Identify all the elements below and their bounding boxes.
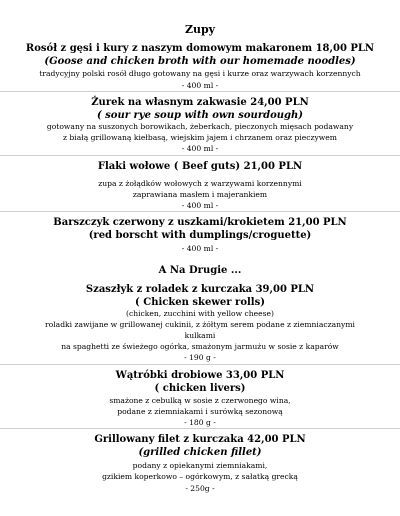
dish-portion: - 400 ml -	[181, 144, 219, 153]
dish-description: na spaghetti ze świeżego ogórka, smażonym jarmużu w sosie z kaparów	[61, 342, 339, 351]
dish-description: gotowany na suszonych borowikach, żeberkach, pieczonych mięsach podawany	[46, 122, 354, 131]
dish-description: podany z opiekanymi ziemniakami,	[132, 461, 268, 470]
dish-portion: - 400 ml -	[181, 201, 219, 210]
dish-description: gzikiem koperkowo – ogórkowym, z sałatką grecką	[102, 472, 298, 481]
dish-description: (chicken, zucchini with yellow cheese)	[126, 309, 274, 318]
dish-portion: - 190 g -	[184, 353, 216, 362]
dish-name: Wątróbki drobiowe 33,00 PLN	[115, 370, 285, 381]
dish-description: kulkami	[184, 331, 216, 340]
dish-description: z białą grillowaną kiełbasą, wiejskim jajem i chrzanem oraz pieczywem	[63, 133, 337, 142]
dish-description: roladki zawijane w grillowanej cukinii, z żółtym serem podane z ziemniaczanymi	[45, 320, 355, 329]
dish-portion: - 400 ml -	[181, 81, 219, 90]
dish-portion: - 250g -	[185, 484, 215, 493]
dish-description: tradycyjny polski rosół długo gotowany na gęsi i kurze oraz warzywach korzennych	[39, 69, 361, 78]
dish-name: Żurek na własnym zakwasie 24,00 PLN	[91, 97, 309, 108]
dish-name: Grillowany filet z kurczaka 42,00 PLN	[94, 434, 306, 445]
divider	[0, 91, 400, 92]
dish-translation: (Goose and chicken broth with our homemade noodles)	[44, 56, 356, 67]
dish-portion: - 180 g -	[184, 418, 216, 427]
section-title-soups: Zupy	[184, 23, 216, 36]
dish-translation: (grilled chicken fillet)	[138, 447, 262, 458]
dish-translation: (red borscht with dumplings/croguette)	[88, 230, 312, 241]
dish-translation: ( Chicken skewer rolls)	[135, 297, 265, 308]
dish-name: Rosół z gęsi i kury z naszym domowym makaronem 18,00 PLN	[25, 43, 375, 54]
section-title-mains: A Na Drugie ...	[158, 265, 242, 276]
dish-description: podane z ziemniakami i surówką sezonową	[117, 407, 283, 416]
dish-translation: ( sour rye soup with own sourdough)	[96, 110, 304, 121]
dish-name: Barszczyk czerwony z uszkami/krokietem 21,00 PLN	[53, 217, 347, 228]
divider	[0, 211, 400, 212]
dish-name: Flaki wołowe ( Beef guts) 21,00 PLN	[97, 161, 303, 172]
divider	[0, 155, 400, 156]
dish-description: smażone z cebulką w sosie z czerwonego wina,	[109, 396, 291, 405]
dish-portion: - 400 ml -	[181, 244, 219, 253]
dish-name: Szaszłyk z roladek z kurczaka 39,00 PLN	[85, 284, 315, 295]
divider	[0, 428, 400, 429]
dish-description: zaprawiana masłem i majerankiem	[132, 190, 268, 199]
divider	[0, 364, 400, 365]
dish-translation: ( chicken livers)	[154, 383, 246, 394]
dish-description: zupa z żołądków wołowych z warzywami korzennymi	[98, 179, 302, 188]
